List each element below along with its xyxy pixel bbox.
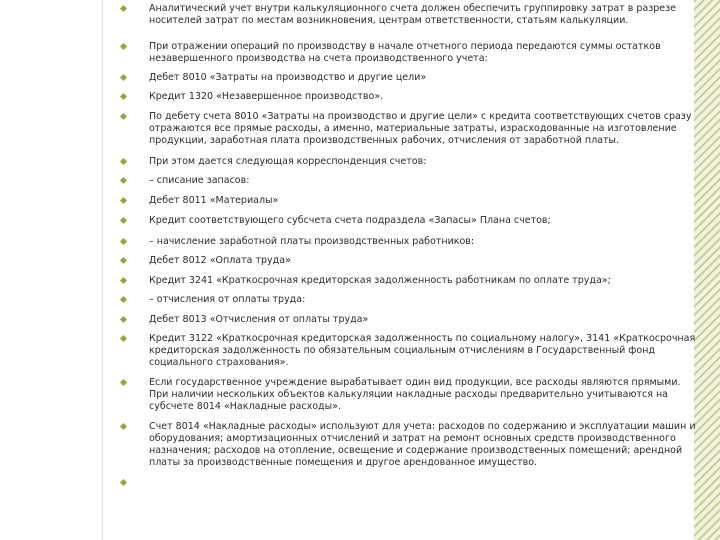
paragraph-text: Кредит 1320 «Незавершенное производство». <box>149 91 384 102</box>
paragraph-text: Дебет 8010 «Затраты на производство и другие цели» <box>149 72 427 83</box>
diamond-bullet-icon <box>118 377 149 389</box>
diamond-bullet-icon <box>118 195 149 207</box>
paragraph-text: Дебет 8012 «Оплата труда» <box>149 255 291 266</box>
diamond-bullet-icon <box>118 477 149 489</box>
paragraph-text: По дебету счета 8010 «Затраты на производство и другие цели» с кредита соответствующих счетов сразу отражаются все прямые расходы, а именно, материальные затраты, израсходованные на изготовление продукции, заработная плата производственных рабочих, отчисления от заработной платы. <box>149 111 692 146</box>
list-item <box>118 377 696 413</box>
left-divider-line <box>102 0 103 540</box>
paragraph-text: Если государственное учреждение вырабатывает один вид продукции, все расходы являются прямыми. При наличии нескольких объектов калькуляции накладные расходы предварительно учитываются на субсчете 8014 «Накладные расходы». <box>149 377 681 412</box>
list-item <box>118 294 696 306</box>
diamond-bullet-icon <box>118 333 149 345</box>
diamond-bullet-icon <box>118 91 149 103</box>
diamond-bullet-icon <box>118 314 149 326</box>
list-item <box>118 195 696 207</box>
list-item <box>118 236 696 248</box>
diamond-bullet-icon <box>118 156 149 168</box>
list-item <box>118 91 696 103</box>
paragraph-text: Аналитический учет внутри калькуляционного счета должен обеспечить группировку затрат в разрезе носителей затрат по местам возникновения, центрам ответственности, статьям калькуляции. <box>149 3 677 26</box>
list-item <box>118 215 696 227</box>
diamond-bullet-icon <box>118 236 149 248</box>
paragraph-text: – списание запасов: <box>149 175 250 186</box>
list-item <box>118 275 696 287</box>
list-item <box>118 111 696 147</box>
list-item-empty <box>118 477 696 489</box>
list-item <box>118 314 696 326</box>
list-item <box>118 175 696 187</box>
list-item <box>118 333 696 369</box>
bullet-list <box>118 3 696 489</box>
list-item <box>118 255 696 267</box>
diamond-bullet-icon <box>118 111 149 123</box>
list-item <box>118 421 696 469</box>
diamond-bullet-icon <box>118 421 149 433</box>
diamond-bullet-icon <box>118 41 149 53</box>
paragraph-text: – отчисления от оплаты труда: <box>149 294 306 305</box>
list-item <box>118 72 696 84</box>
paragraph-text: Счет 8014 «Накладные расходы» используют для учета: расходов по содержанию и эксплуатации машин и оборудования; амортизационных отчислений и затрат на ремонт основных средств производственного назначения; расходов на отопление, освещение и содержание производственных помещений; арендной платы за производственные помещения и другое арендованное имущество. <box>149 421 696 468</box>
paragraph-text: Кредит соответствующего субсчета счета подраздела «Запасы» Плана счетов; <box>149 215 551 226</box>
diagonal-stripe-decoration <box>694 0 720 540</box>
list-item <box>118 3 696 27</box>
diamond-bullet-icon <box>118 215 149 227</box>
list-item <box>118 156 696 168</box>
diamond-bullet-icon <box>118 255 149 267</box>
paragraph-text: – начисление заработной платы производственных работников: <box>149 236 475 247</box>
list-item <box>118 41 696 65</box>
paragraph-text: При этом дается следующая корреспонденция счетов: <box>149 156 427 167</box>
paragraph-text: Кредит 3241 «Краткосрочная кредиторская задолженность работникам по оплате труда»; <box>149 275 611 286</box>
diamond-bullet-icon <box>118 275 149 287</box>
paragraph-text: Дебет 8011 «Материалы» <box>149 195 279 206</box>
paragraph-text: Дебет 8013 «Отчисления от оплаты труда» <box>149 314 369 325</box>
diamond-bullet-icon <box>118 72 149 84</box>
diamond-bullet-icon <box>118 3 149 15</box>
paragraph-text: При отражении операций по производству в начале отчетного периода передаются суммы остатков незавершенного производства на счета производственного учета: <box>149 41 661 64</box>
diamond-bullet-icon <box>118 175 149 187</box>
paragraph-text: Кредит 3122 «Краткосрочная кредиторская задолженность по социальному налогу», 3141 «Краткосрочная кредиторская задолженность по обязательным социальным отчислениям в Государственный фонд социального страхования». <box>149 333 696 368</box>
diamond-bullet-icon <box>118 294 149 306</box>
